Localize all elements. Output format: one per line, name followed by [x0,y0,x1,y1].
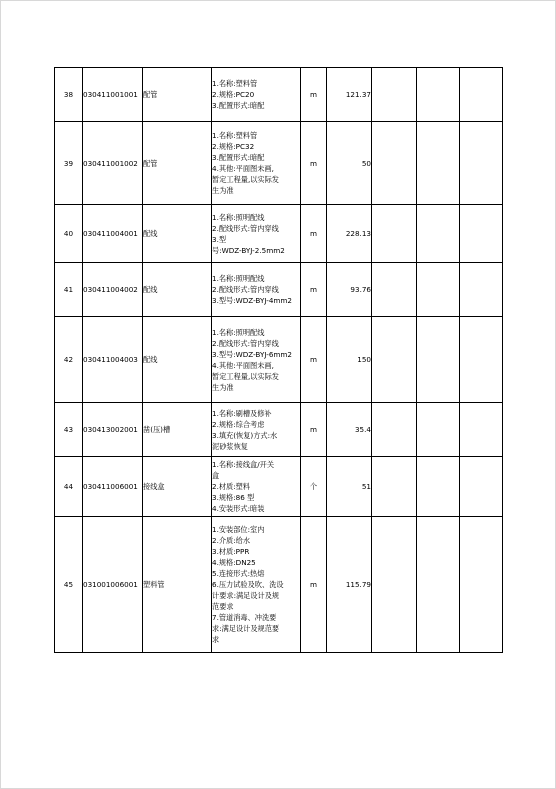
unit-price-cell [372,403,417,457]
total-price-cell [417,317,460,403]
remark-cell [460,317,503,403]
description-line: 求 [212,635,220,644]
remark-cell [460,68,503,122]
item-name-cell: 接线盒 [143,457,212,517]
description-line: 暂定工程量,以实际发 [212,175,279,184]
table-row [55,517,503,653]
description-line: 2.材质:塑料 [212,482,251,491]
quantity-cell: 50 [327,122,372,205]
description-line: 1.名称:塑料管 [212,131,258,140]
description-line: 1.名称:刷槽及修补 [212,408,272,418]
item-name-cell: 凿(压)槽 [143,403,212,457]
item-number-cell: 45 [55,517,83,653]
remark-cell [460,122,503,205]
description-line: 1.名称:照明配线 [212,327,265,337]
quantity-cell: 51 [327,457,372,517]
description-line: 泥砂浆恢复 [212,441,248,451]
item-name-cell: 配线 [143,317,212,403]
item-code-cell: 030411006001 [83,457,143,517]
unit-cell: 个 [301,457,327,517]
item-code-cell: 030411001001 [83,68,143,122]
item-code-cell: 031001006001 [83,517,143,653]
unit-price-cell [372,457,417,517]
description-line: 7.管道消毒、冲洗要 [212,613,277,622]
table-row [55,68,503,122]
item-number-cell: 38 [55,68,83,122]
description-line: 2.配线形式:管内穿线 [212,338,279,348]
unit-price-cell [372,122,417,205]
remark-cell [460,457,503,517]
total-price-cell [417,403,460,457]
remark-cell [460,263,503,317]
item-description-cell [212,122,301,205]
unit-cell: m [301,517,327,653]
item-name-cell: 配线 [143,263,212,317]
total-price-cell [417,205,460,263]
description-line: 3.型 [212,234,227,244]
item-number-cell: 44 [55,457,83,517]
description-line: 1.名称:接线盒/开关 [212,460,275,469]
table-row [55,205,503,263]
item-description-cell [212,317,301,403]
item-description-cell [212,68,301,122]
unit-cell: m [301,122,327,205]
description-line: 2.规格:综合考虑 [212,419,265,429]
description-line: 号:WDZ-BYJ-2.5mm2 [212,245,285,255]
item-name-cell: 配线 [143,205,212,263]
unit-price-cell [372,317,417,403]
description-line: 4.规格:DN25 [212,558,256,567]
quantity-cell: 228.13 [327,205,372,263]
description-line: 1.名称:塑料管 [212,79,258,88]
item-description-cell [212,517,301,653]
description-line: 盒 [212,471,220,480]
unit-price-cell [372,517,417,653]
item-number-cell: 43 [55,403,83,457]
description-line: 2.规格:PC20 [212,90,255,99]
description-line: 3.型号:WDZ-BYJ-6mm2 [212,349,292,359]
description-line: 计要求:满足设计及规 [212,591,280,600]
description-line: 生为准 [212,382,234,392]
item-number-cell: 42 [55,317,83,403]
quantity-cell: 121.37 [327,68,372,122]
item-number-cell: 39 [55,122,83,205]
description-line: 4.其他:平面图未画, [212,164,274,173]
unit-cell: m [301,68,327,122]
quantity-cell: 115.79 [327,517,372,653]
item-code-cell: 030413002001 [83,403,143,457]
remark-cell [460,403,503,457]
table-row [55,263,503,317]
item-name-cell: 配管 [143,68,212,122]
remark-cell [460,205,503,263]
description-line: 4.安装形式:暗装 [212,504,265,513]
total-price-cell [417,517,460,653]
description-line: 3.型号:WDZ-BYJ-4mm2 [212,296,292,305]
item-description-cell [212,403,301,457]
description-line: 求:满足设计及规范要 [212,624,280,633]
total-price-cell [417,263,460,317]
description-line: 4.其他:平面图未画, [212,360,274,370]
quantity-cell: 93.76 [327,263,372,317]
bill-of-quantities-table [54,67,503,653]
table-body [55,68,503,653]
unit-cell: m [301,317,327,403]
description-line: 生为准 [212,186,234,195]
table-row [55,457,503,517]
unit-cell: m [301,263,327,317]
item-number-cell: 40 [55,205,83,263]
description-line: 3.规格:86 型 [212,493,255,502]
item-name-cell: 塑料管 [143,517,212,653]
item-code-cell: 030411004002 [83,263,143,317]
description-line: 6.压力试验及吹、洗设 [212,580,284,589]
description-line: 3.材质:PPR [212,547,250,556]
description-line: 范要求 [212,602,234,611]
total-price-cell [417,122,460,205]
item-code-cell: 030411004003 [83,317,143,403]
quantity-cell: 35.4 [327,403,372,457]
description-line: 2.规格:PC32 [212,142,255,151]
description-line: 1.安装部位:室内 [212,525,265,534]
quantity-cell: 150 [327,317,372,403]
description-line: 3.填充(恢复)方式:水 [212,430,278,440]
description-line: 5.连接形式:热熔 [212,569,265,578]
unit-cell: m [301,403,327,457]
description-line: 1.名称:照明配线 [212,274,265,283]
description-line: 2.配线形式:管内穿线 [212,223,279,233]
item-code-cell: 030411001002 [83,122,143,205]
description-line: 1.名称:照明配线 [212,212,265,222]
item-name-cell: 配管 [143,122,212,205]
item-code-cell: 030411004001 [83,205,143,263]
item-description-cell [212,263,301,317]
unit-price-cell [372,205,417,263]
remark-cell [460,517,503,653]
description-line: 2.介质:给水 [212,536,251,545]
table-row [55,403,503,457]
item-description-cell [212,205,301,263]
item-description-cell [212,457,301,517]
total-price-cell [417,68,460,122]
description-line: 暂定工程量,以实际发 [212,371,279,381]
table-row [55,122,503,205]
table-row [55,317,503,403]
unit-price-cell [372,263,417,317]
item-number-cell: 41 [55,263,83,317]
total-price-cell [417,457,460,517]
unit-cell: m [301,205,327,263]
description-line: 2.配线形式:管内穿线 [212,285,279,294]
unit-price-cell [372,68,417,122]
description-line: 3.配置形式:暗配 [212,101,265,110]
description-line: 3.配置形式:暗配 [212,153,265,162]
